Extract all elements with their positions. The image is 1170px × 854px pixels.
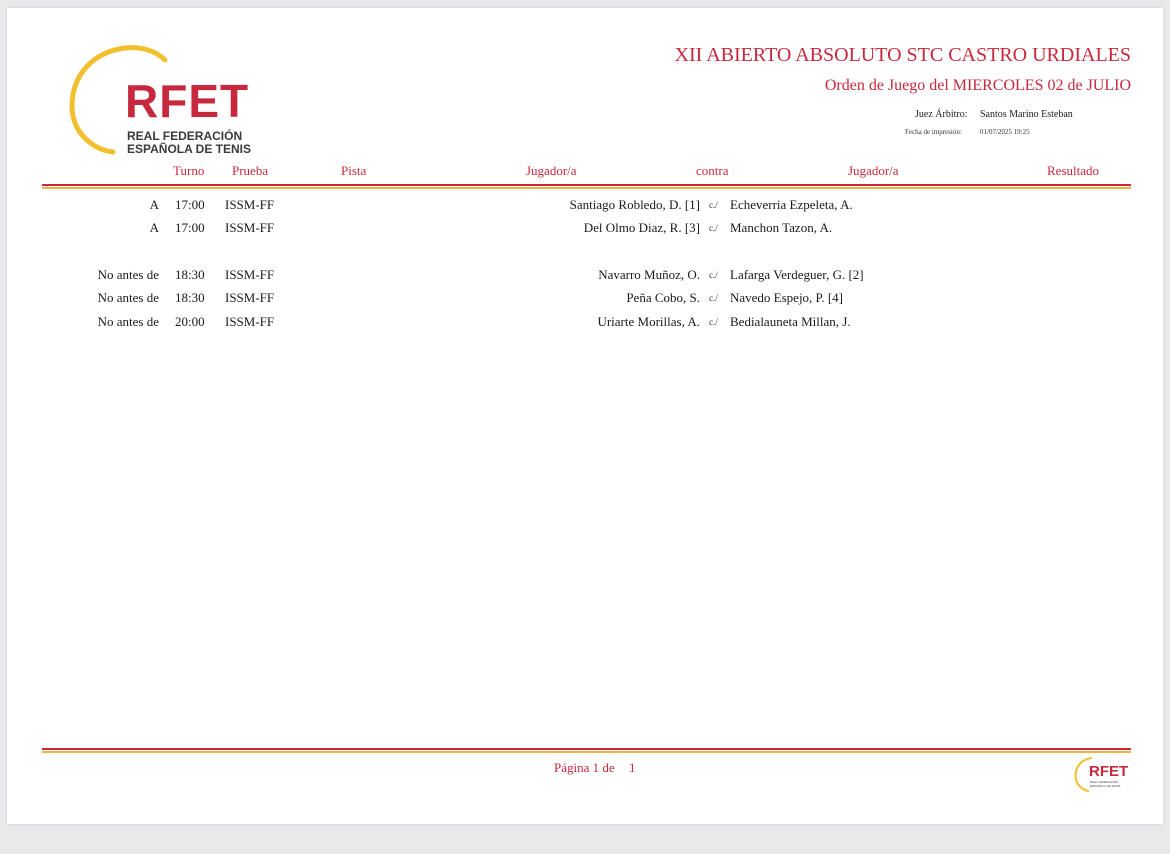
row-event: ISSM-FF xyxy=(225,220,275,235)
col-contra: contra xyxy=(696,163,729,178)
row-vs: c./ xyxy=(709,223,718,233)
rfet-logo xyxy=(65,42,255,160)
col-turno: Turno xyxy=(173,163,205,178)
page-number-label: Página 1 de xyxy=(554,760,615,775)
logo-line-1: REAL FEDERACIÓN xyxy=(127,129,243,143)
row-player-2: Navedo Espejo, P. [4] xyxy=(730,290,844,305)
row-prefix: No antes de xyxy=(97,314,159,329)
footer-logo-wordmark: RFET xyxy=(1089,763,1129,780)
row-event: ISSM-FF xyxy=(225,267,275,282)
row-player-1: Peña Cobo, S. xyxy=(626,290,700,305)
row-vs: c./ xyxy=(709,270,718,280)
col-jugador-1: Jugador/a xyxy=(526,163,577,178)
row-event: ISSM-FF xyxy=(225,197,275,212)
row-time: 18:30 xyxy=(175,290,205,305)
col-resultado: Resultado xyxy=(1047,163,1099,178)
col-prueba: Prueba xyxy=(232,163,269,178)
schedule-subtitle: Orden de Juego del MIERCOLES 02 de JULIO xyxy=(824,77,1131,94)
row-player-1: Del Olmo Diaz, R. [3] xyxy=(583,220,700,235)
row-player-1: Navarro Muñoz, O. xyxy=(598,267,700,282)
print-date: 01/07/2025 19:25 xyxy=(980,128,1030,136)
row-prefix: A xyxy=(149,220,159,235)
print-date-label: Fecha de impresión: xyxy=(905,128,962,136)
footer-rule xyxy=(42,748,1131,753)
row-player-2: Bedialauneta Millan, J. xyxy=(730,314,851,329)
tournament-title: XII ABIERTO ABSOLUTO STC CASTRO URDIALES xyxy=(674,44,1131,66)
logo-wordmark: RFET xyxy=(125,75,250,127)
row-vs: c./ xyxy=(709,293,718,303)
referee-label: Juez Árbitro: xyxy=(915,109,968,120)
row-event: ISSM-FF xyxy=(225,290,275,305)
row-player-1: Uriarte Morillas, A. xyxy=(597,314,700,329)
row-prefix: A xyxy=(149,197,159,212)
row-time: 20:00 xyxy=(175,314,205,329)
footer-logo-line-1: REAL FEDERACIÓN xyxy=(1090,780,1119,784)
document-page xyxy=(7,8,1163,824)
row-time: 17:00 xyxy=(175,220,205,235)
row-prefix: No antes de xyxy=(97,267,159,282)
row-player-2: Manchon Tazon, A. xyxy=(730,220,833,235)
page-number-total: 1 xyxy=(629,760,636,775)
row-time: 18:30 xyxy=(175,267,205,282)
row-player-2: Lafarga Verdeguer, G. [2] xyxy=(730,267,864,282)
header-rule xyxy=(42,184,1131,189)
logo-line-2: ESPAÑOLA DE TENIS xyxy=(127,142,252,156)
col-pista: Pista xyxy=(341,163,367,178)
row-vs: c./ xyxy=(709,200,718,210)
row-player-1: Santiago Robledo, D. [1] xyxy=(569,197,700,212)
row-player-2: Echeverria Ezpeleta, A. xyxy=(730,197,853,212)
row-event: ISSM-FF xyxy=(225,314,275,329)
footer-logo xyxy=(1073,755,1133,795)
row-vs: c./ xyxy=(709,317,718,327)
referee-name: Santos Marino Esteban xyxy=(980,109,1073,120)
footer-logo-line-2: ESPAÑOLA DE TENIS xyxy=(1090,784,1121,788)
row-time: 17:00 xyxy=(175,197,205,212)
col-jugador-2: Jugador/a xyxy=(848,163,899,178)
row-prefix: No antes de xyxy=(97,290,159,305)
